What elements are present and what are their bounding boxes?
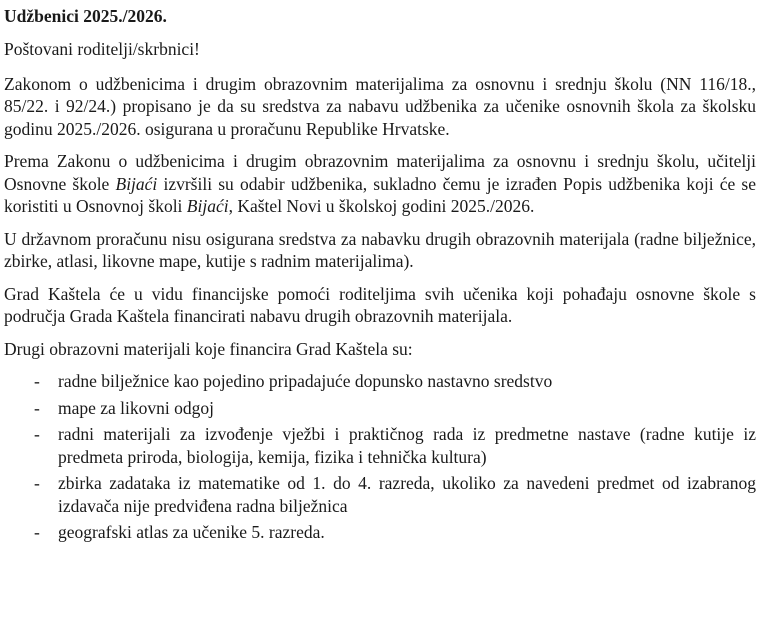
list-item — [4, 472, 756, 517]
bullet-marker: - — [34, 473, 40, 493]
list-item-text: radne bilježnice kao pojedino pripadajuće dopunsko nastavno sredstvo — [58, 371, 553, 391]
list-item — [4, 521, 756, 544]
materials-list — [4, 370, 756, 544]
list-item-text: mape za likovni odgoj — [58, 397, 215, 418]
paragraph-text: Prema Zakonu o udžbenicima i drugim obrazovnim materijalima za osnovnu i srednju školu, učitelji Osnovne škole — [4, 151, 756, 194]
paragraph-textbook-selection — [4, 150, 756, 218]
school-name: Bijaći — [186, 196, 229, 216]
paragraph-city-funding: Grad Kaštela će u vidu financijske pomoći roditeljima svih učenika koji pohađaju osnovne škole s područja Grada Kaštela financirati nabavu drugih obrazovnih materijala. — [4, 283, 756, 326]
document-title: Udžbenici 2025./2026. — [4, 6, 167, 26]
list-item-text: geografski atlas za učenike 5. razreda. — [58, 522, 325, 542]
school-name: Bijaći — [115, 173, 158, 194]
bullet-marker: - — [34, 371, 40, 391]
paragraph-law: Zakonom o udžbenicima i drugim obrazovnim materijalima za osnovnu i srednju školu (NN 116/18., 85/22. i 92/24.) propisano je da su sredstva za nabavu udžbenika za učenike osnovnih škola za školsku godinu 2025./2026. osigurana u proračunu Republike Hrvatske. — [4, 73, 756, 139]
paragraph-text: , Kaštel Novi u školskoj godini 2025./2026. — [228, 196, 535, 216]
list-item — [4, 370, 756, 393]
greeting: Poštovani roditelji/skrbnici! — [4, 39, 200, 59]
list-item-text: zbirka zadataka iz matematike od 1. do 4. razreda, ukoliko za navedeni predmet od izabranog izdavača nije predviđena radna bilježnica — [58, 473, 756, 516]
paragraph-text: izvršili su odabir udžbenika, sukladno čemu je izrađen Popis udžbenika koji će se koristiti u Osnovnoj školi — [4, 173, 757, 216]
paragraph-budget: U državnom proračunu nisu osigurana sredstva za nabavku drugih obrazovnih materijala (radne bilježnice, zbirke, atlasi, likovne mape, kutije s radnim materijalima). — [4, 228, 756, 271]
list-item — [4, 397, 756, 420]
bullet-marker: - — [34, 424, 40, 444]
bullet-marker: - — [34, 522, 40, 542]
bullet-marker: - — [34, 397, 40, 418]
list-item — [4, 423, 756, 468]
list-item-text: radni materijali za izvođenje vježbi i praktičnog rada iz predmetne nastave (radne kutije iz predmeta priroda, biologija, kemija, fizika i tehnička kultura) — [58, 424, 756, 467]
paragraph-materials-intro: Drugi obrazovni materijali koje financira Grad Kaštela su: — [4, 338, 413, 359]
